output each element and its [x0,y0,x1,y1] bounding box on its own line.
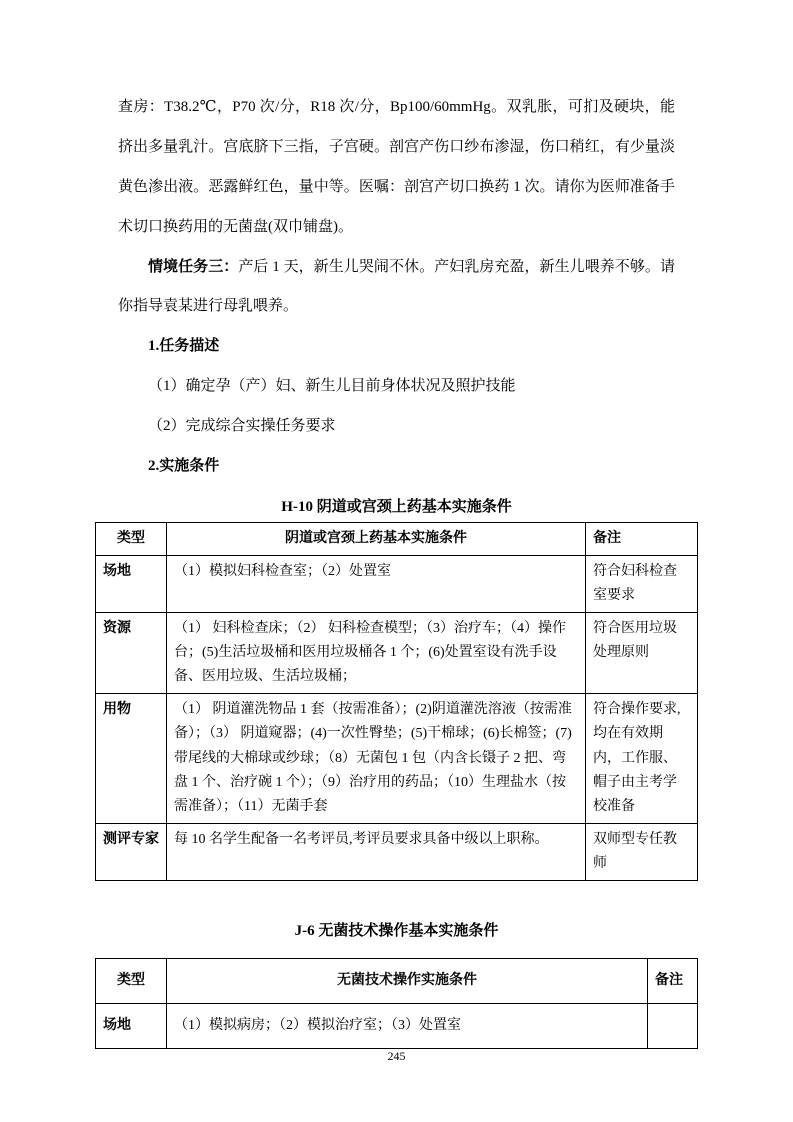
table1-row2-content: （1） 妇科检查床；（2） 妇科检查模型；（3）治疗车；（4）操作台；(5)生活垃圾桶和医用垃圾桶各 1 个；(6)处置室设有洗手设备、医用垃圾、生活垃圾桶； [167,613,586,694]
page-number: 245 [387,1049,406,1063]
table2-row1-content: （1）模拟病房；（2）模拟治疗室；（3）处置室 [167,1004,648,1049]
table-row [96,694,698,823]
list-item-2: （2）完成综合实操任务要求 [148,418,336,435]
table1-row4-note: 双师型专任教师 [586,823,698,880]
table1-header-type: 类型 [96,522,167,555]
table1-header-note: 备注 [586,522,698,555]
table-row [96,823,698,880]
table1-row3-label: 用物 [96,694,167,823]
table1-title: H-10 阴道或宫颈上药基本实施条件 [281,498,512,515]
table-row [96,958,698,1003]
scenario-task3-text: 产后 1 天，新生儿哭闹不休。产妇乳房充盈，新生儿喂养不够。请你指导袁某进行母乳喂养。 [118,258,675,315]
scenario-task3-label: 情境任务三： [148,258,239,275]
table-vaginal-medication-conditions [95,522,698,881]
paragraph-ward-round: 查房：T38.2℃，P70 次/分，R18 次/分，Bp100/60mmHg。双乳胀，可扪及硬块，能挤出多量乳汁。宫底脐下三指，子宫硬。剖宫产伤口纱布渗湿，伤口稍红，有少量淡黄色渗出液。恶露鲜红色，量中等。医嘱：剖宫产切口换药 1 次。请你为医师准备手术切口换药用的无菌盘(双巾铺盘)。 [118,99,675,235]
table-row [96,555,698,612]
table2-header-type: 类型 [96,958,167,1003]
paragraph-scenario-task3 [118,248,675,328]
table-row [96,522,698,555]
table2-row1-label: 场地 [96,1004,167,1049]
table1-row4-content: 每 10 名学生配备一名考评员,考评员要求具备中级以上职称。 [167,823,586,880]
table2-row1-note [648,1004,698,1049]
table-row [96,1004,698,1049]
table1-row1-note: 符合妇科检查室要求 [586,555,698,612]
heading-task-description: 1.任务描述 [148,338,220,355]
table2-header-note: 备注 [648,958,698,1003]
table2-header-conditions: 无菌技术操作实施条件 [167,958,648,1003]
table1-row2-label: 资源 [96,613,167,694]
table1-row3-content: （1） 阴道灌洗物品 1 套（按需准备）；(2)阴道灌洗溶液（按需准备）；（3） 阴道窥器；(4)一次性臀垫；(5)干棉球；(6)长棉签；(7)带尾线的大棉球或纱球；（8）无菌包 1 包（内含长镊子 2 把、弯盘 1 个、治疗碗 1 个）；（9）治疗用的药品；（10）生理盐水（按需准备）；（11）无菌手套 [167,694,586,823]
table-aseptic-technique-conditions [95,958,698,1049]
table2-title: J-6 无菌技术操作基本实施条件 [294,922,499,939]
table1-row4-label: 测评专家 [96,823,167,880]
table1-row1-content: （1）模拟妇科检查室；（2）处置室 [167,555,586,612]
table1-row3-note: 符合操作要求,均在有效期内，工作服、帽子由主考学校准备 [586,694,698,823]
table1-row1-label: 场地 [96,555,167,612]
table1-header-conditions: 阴道或宫颈上药基本实施条件 [167,522,586,555]
list-item-1: （1）确定孕（产）妇、新生儿目前身体状况及照护技能 [148,378,516,395]
heading-implementation-conditions: 2.实施条件 [148,458,220,475]
table-row [96,613,698,694]
table1-row2-note: 符合医用垃圾处理原则 [586,613,698,694]
